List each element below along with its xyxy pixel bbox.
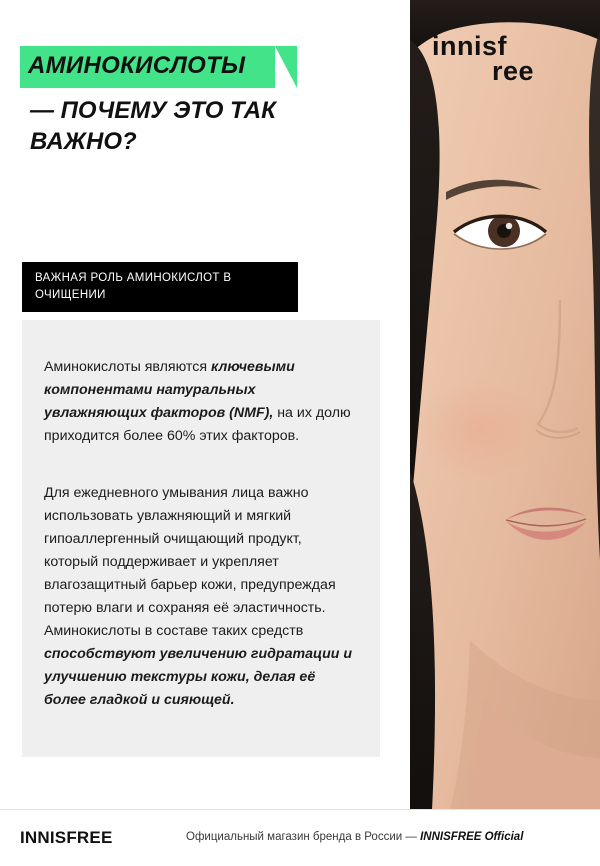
paragraph-2: [44, 482, 358, 712]
model-photo: [410, 0, 600, 810]
page-title-line1: АМИНОКИСЛОТЫ: [28, 52, 246, 79]
page-title: [22, 46, 392, 158]
footer: [0, 809, 600, 866]
section-badge: ВАЖНАЯ РОЛЬ АМИНОКИСЛОТ В ОЧИЩЕНИИ: [22, 262, 298, 312]
footer-official-store: INNISFREE Official: [420, 831, 524, 843]
model-photo-illustration: [410, 0, 600, 810]
paragraph-2-part-a: Для ежедневного умывания лица важно использовать увлажняющий и мягкий гипоаллергенный очищающий продукт, который поддерживает и укрепляет влагозащитный барьер кожи, предупреждая потерю влаги и сохраняя её эластичность. Аминокислоты в составе таких средств: [44, 485, 336, 640]
paragraph-1-part-b: на их долю приходится более 60% этих факторов.: [44, 405, 351, 445]
paragraph-1: [44, 356, 358, 448]
brand-logo-line1: innisf: [432, 31, 507, 61]
page-title-line2: — ПОЧЕМУ ЭТО ТАК ВАЖНО?: [30, 96, 276, 156]
footer-brand-logo: INNISFREE: [20, 828, 113, 847]
brand-logo-photo: [432, 31, 582, 86]
paragraph-1-part-a: Аминокислоты являются: [44, 359, 211, 376]
brand-logo-line2: ree: [492, 55, 535, 86]
paragraph-2-emphasis: способствуют увеличению гидратации и улучшению текстуры кожи, делая её более гладкой и сияющей.: [44, 646, 353, 709]
footer-caption-text: Официальный магазин бренда в России —: [186, 831, 417, 843]
title-highlight-band: [20, 46, 275, 88]
paragraph-1-emphasis: ключевыми компонентами натуральных увлажняющих факторов (NMF),: [44, 359, 295, 422]
body-text-box: [22, 320, 380, 757]
footer-caption: [186, 831, 523, 843]
